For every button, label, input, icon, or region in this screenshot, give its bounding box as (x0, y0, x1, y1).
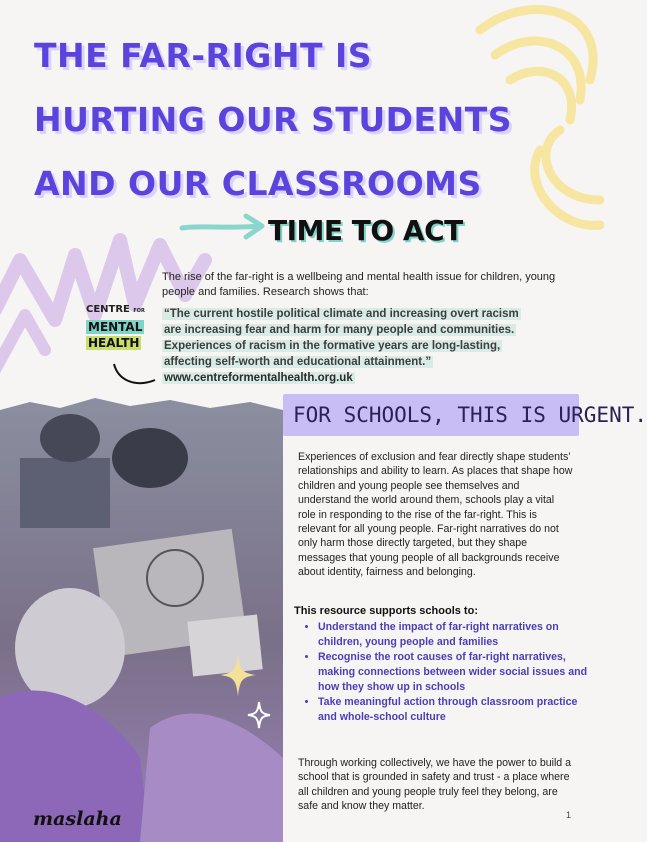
urgent-banner-text: FOR SCHOOLS, THIS IS URGENT. (293, 403, 647, 427)
quote-line-2: are increasing fear and harm for many people and communities. (164, 324, 515, 336)
cmh-logo-line1: CENTRE (86, 304, 130, 315)
time-to-act-heading: TIME TO ACT (268, 214, 463, 247)
cmh-logo-line1-small: FOR (133, 308, 145, 314)
research-quote (162, 306, 532, 386)
sparkle-icon (218, 652, 258, 698)
sparkle-outline-icon (246, 700, 272, 730)
body-paragraph-1: Experiences of exclusion and fear directly shape students’ relationships and ability to learn. As places that shape how children and young people see themselves and understand the world around them, schools play a vital role in responding to the rise of the far-right. This is relevant for all young people. Far-right narratives do not only harm those directly targeted, but they shape messages that young people of all backgrounds receive about identity, fairness and belonging. (298, 451, 573, 579)
list-item: • Understand the impact of far-right narratives on children, young people and families (318, 620, 590, 650)
quote-line-4: affecting self-worth and educational attainment.” (164, 356, 432, 368)
classroom-photo (0, 398, 283, 842)
cmh-logo-line2: MENTAL (88, 320, 143, 334)
intro-text: The rise of the far-right is a wellbeing and mental health issue for children, young people and families. Research shows that: (162, 271, 556, 298)
list-item: • Take meaningful action through classroom practice and whole-school culture (318, 695, 590, 725)
urgent-banner (283, 394, 647, 436)
source-link[interactable]: www.centreformentalhealth.org.uk (164, 372, 353, 384)
list-item: • Recognise the root causes of far-right narratives, making connections between wider social issues and how they show up in schools (318, 650, 590, 695)
body-paragraph-2: Through working collectively, we have the power to build a school that is grounded in safety and trust - a place where all children and young people truly feel they belong, are safe and know they matter. (298, 757, 572, 813)
teal-arrow-icon (180, 212, 268, 242)
quote-line-1: “The current hostile political climate and increasing overt racism (164, 308, 519, 320)
quote-line-3: Experiences of racism in the formative years are long-lasting, (164, 340, 501, 352)
supports-heading: This resource supports schools to: (294, 605, 478, 617)
cmh-logo-line3: HEALTH (88, 336, 140, 350)
supports-list (302, 620, 590, 725)
page-number: 1 (566, 810, 572, 820)
title-line-3: AND OUR CLASSROOMS (34, 164, 482, 203)
maslaha-logo: maslaha (33, 808, 122, 830)
title-line-1: THE FAR-RIGHT IS (34, 36, 372, 75)
page-title (34, 24, 512, 216)
title-line-2: HURTING OUR STUDENTS (34, 100, 512, 139)
cmh-logo-swoosh (110, 360, 160, 390)
centre-for-mental-health-logo (86, 303, 156, 350)
